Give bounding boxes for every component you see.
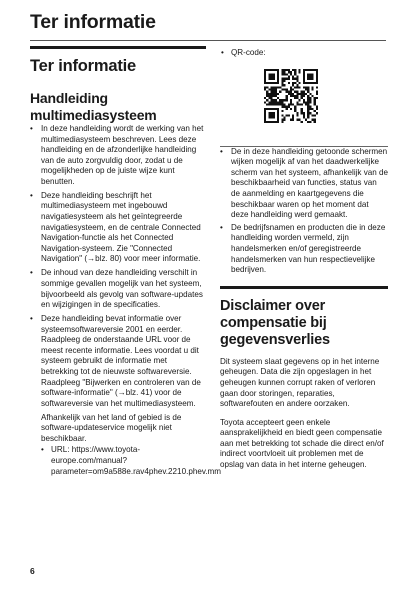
paragraph: Toyota accepteert geen enkele aansprakelijkheid en biedt geen compensatie aan met betrekking tot schade die direct en/of indirect voortvloeit uit problemen met de opslag van data in het interne geheugen. <box>220 417 384 470</box>
qr-section <box>220 48 388 123</box>
page-title: Ter informatie <box>30 11 156 33</box>
qr-code-icon <box>264 69 318 123</box>
disclaimer-body <box>220 357 388 471</box>
list-item: • Deze handleiding beschrijft het multimediasysteem met ingebouwd navigatiesysteem als het geïntegreerde navigatiesysteem, en de centrale Connected Navigation-functie als het Connected Navigation-systeem. Zie "Connected Navigation" (→blz. 80) voor meer informatie. <box>30 191 206 265</box>
disclaimer-title: Disclaimer over compensatie bij gegevensverlies <box>220 297 330 348</box>
right-column <box>220 46 388 471</box>
section-rule <box>30 46 206 49</box>
list-item: • In deze handleiding wordt de werking van het multimediasysteem beschreven. Lees deze handleiding en de afzonderlijke handleiding van de auto zorgvuldig door, zodat u de mogelijkheden op de juiste wijze kunt benutten. <box>30 124 206 188</box>
notes-bullet-list <box>220 147 388 276</box>
url-list <box>41 445 221 477</box>
url-item: • URL: https://www.toyota-europe.com/manual?parameter=om9a588e.rav4phev.2210.phev.mm <box>41 445 206 477</box>
header-rule <box>30 40 386 41</box>
subheading-manual: Handleiding multimediasysteem <box>30 90 157 123</box>
page-number: 6 <box>30 566 35 576</box>
section-title: Ter informatie <box>30 57 136 75</box>
availability-note: Afhankelijk van het land of gebied is de software-updateservice mogelijk niet beschikbaar. <box>41 412 182 443</box>
list-item: • Deze handleiding bevat informatie over systeemsoftwareversie 2001 en eerder. Raadpleeg de onderstaande URL voor de meest recente informatie. Lees voordat u dit systeem gebruikt de informatie met betrekking tot de nieuwste softwareversie. Raadpleeg "Bijwerken en controleren van de software-informatie" (→blz. 41) voor de softwareversie van het multimediasysteem. <box>30 314 206 409</box>
paragraph: Dit systeem slaat gegevens op in het interne geheugen. Data die zijn opgeslagen in het geheugen kunnen corrupt raken of verloren gaan door storingen, reparaties, softwarefouten en andere oorzaken. <box>220 356 380 409</box>
section-rule <box>220 286 388 289</box>
list-item: • De bedrijfsnamen en producten die in deze handleiding worden vermeld, zijn handelsmerken en/of geregistreerde handelsmerken van hun respectievelijke bedrijven. <box>220 223 388 276</box>
list-item: • De in deze handleiding getoonde schermen wijken mogelijk af van het daadwerkelijke scherm van het systeem, afhankelijk van de beschikbaarheid van functies, status van de aanmelding en kaartgegevens die beschikbaar waren op het moment dat deze handleiding werd gemaakt. <box>220 147 388 221</box>
list-item: • De inhoud van deze handleiding verschilt in sommige gevallen mogelijk van het systeem, bijvoorbeeld als gevolg van software-updates en wijzigingen in de specificaties. <box>30 268 206 310</box>
left-column <box>30 46 221 477</box>
manual-bullet-list <box>30 124 206 409</box>
qr-label: • QR-code: <box>231 48 388 59</box>
